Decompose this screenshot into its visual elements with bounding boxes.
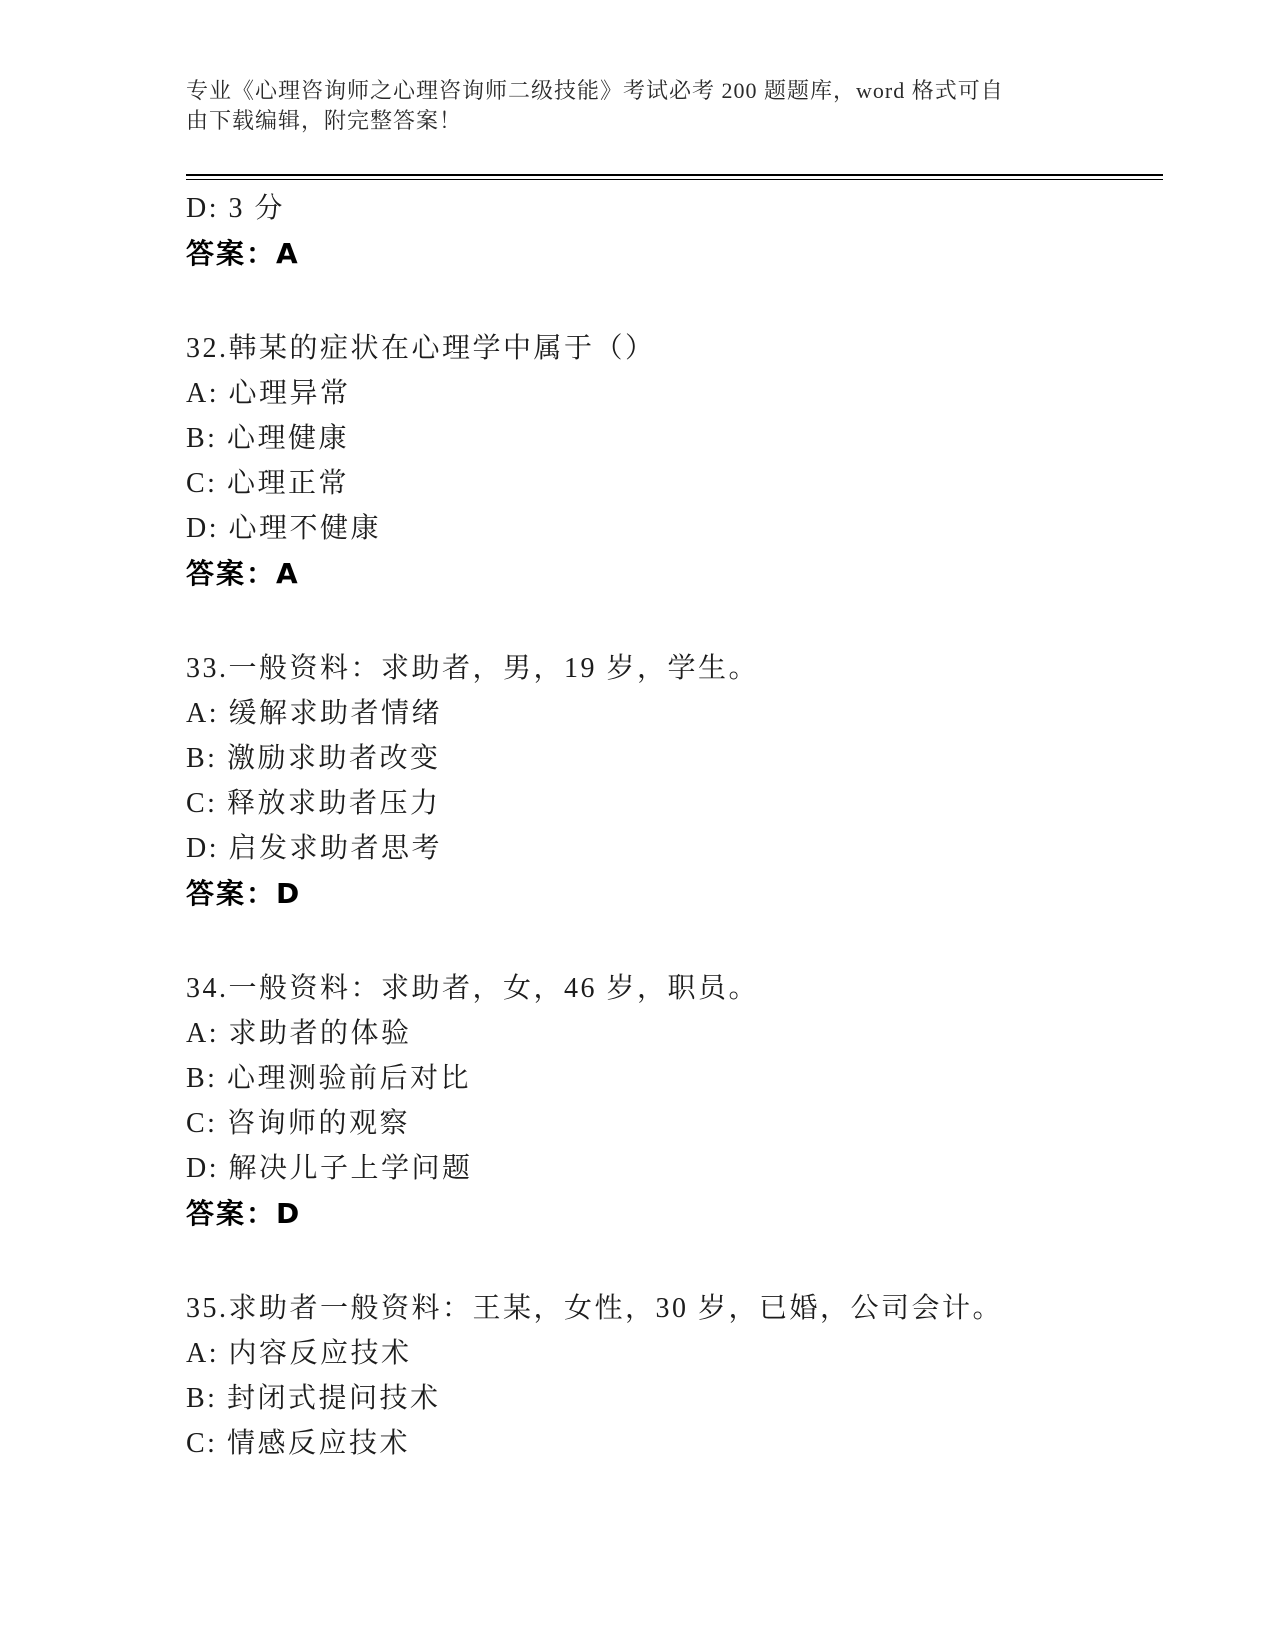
question-31-continuation <box>186 186 1163 276</box>
option-line-c: C: 咨询师的观察 <box>186 1108 410 1139</box>
document-body <box>186 186 1163 1466</box>
option-line-d: D: 3 分 <box>186 193 286 224</box>
option-line-a: A: 缓解求助者情绪 <box>186 698 443 729</box>
question-title: 35.求助者一般资料：王某，女性，30 岁，已婚，公司会计。 <box>186 1293 1004 1324</box>
page-header <box>186 76 1163 136</box>
option-line-d: D: 心理不健康 <box>186 513 382 544</box>
option-line-d: D: 启发求助者思考 <box>186 833 443 864</box>
header-title-line-2: 由下载编辑，附完整答案！ <box>186 108 463 133</box>
option-line-a: A: 心理异常 <box>186 378 351 409</box>
option-line-a: A: 求助者的体验 <box>186 1018 412 1049</box>
answer-line: 答案：A <box>186 557 300 590</box>
question-block-35 <box>186 1286 1163 1466</box>
option-line-b: B: 封闭式提问技术 <box>186 1383 441 1414</box>
question-title: 34.一般资料：求助者，女，46 岁，职员。 <box>186 973 760 1004</box>
question-title: 32.韩某的症状在心理学中属于（） <box>186 333 656 364</box>
question-block-32 <box>186 326 1163 596</box>
answer-line: 答案：A <box>186 237 300 270</box>
option-line-b: B: 激励求助者改变 <box>186 743 441 774</box>
option-line-b: B: 心理健康 <box>186 423 349 454</box>
question-block-34 <box>186 966 1163 1236</box>
option-line-a: A: 内容反应技术 <box>186 1338 412 1369</box>
answer-line: 答案：D <box>186 1197 302 1230</box>
option-line-c: C: 心理正常 <box>186 468 349 499</box>
option-line-c: C: 情感反应技术 <box>186 1428 410 1459</box>
option-line-c: C: 释放求助者压力 <box>186 788 441 819</box>
question-block-33 <box>186 646 1163 916</box>
header-title-line-1: 专业《心理咨询师之心理咨询师二级技能》考试必考 200 题题库，word 格式可自 <box>186 78 1004 103</box>
option-line-b: B: 心理测验前后对比 <box>186 1063 471 1094</box>
question-title: 33.一般资料：求助者，男，19 岁，学生。 <box>186 653 760 684</box>
answer-line: 答案：D <box>186 877 302 910</box>
option-line-d: D: 解决儿子上学问题 <box>186 1153 473 1184</box>
header-divider-rule <box>186 174 1163 180</box>
